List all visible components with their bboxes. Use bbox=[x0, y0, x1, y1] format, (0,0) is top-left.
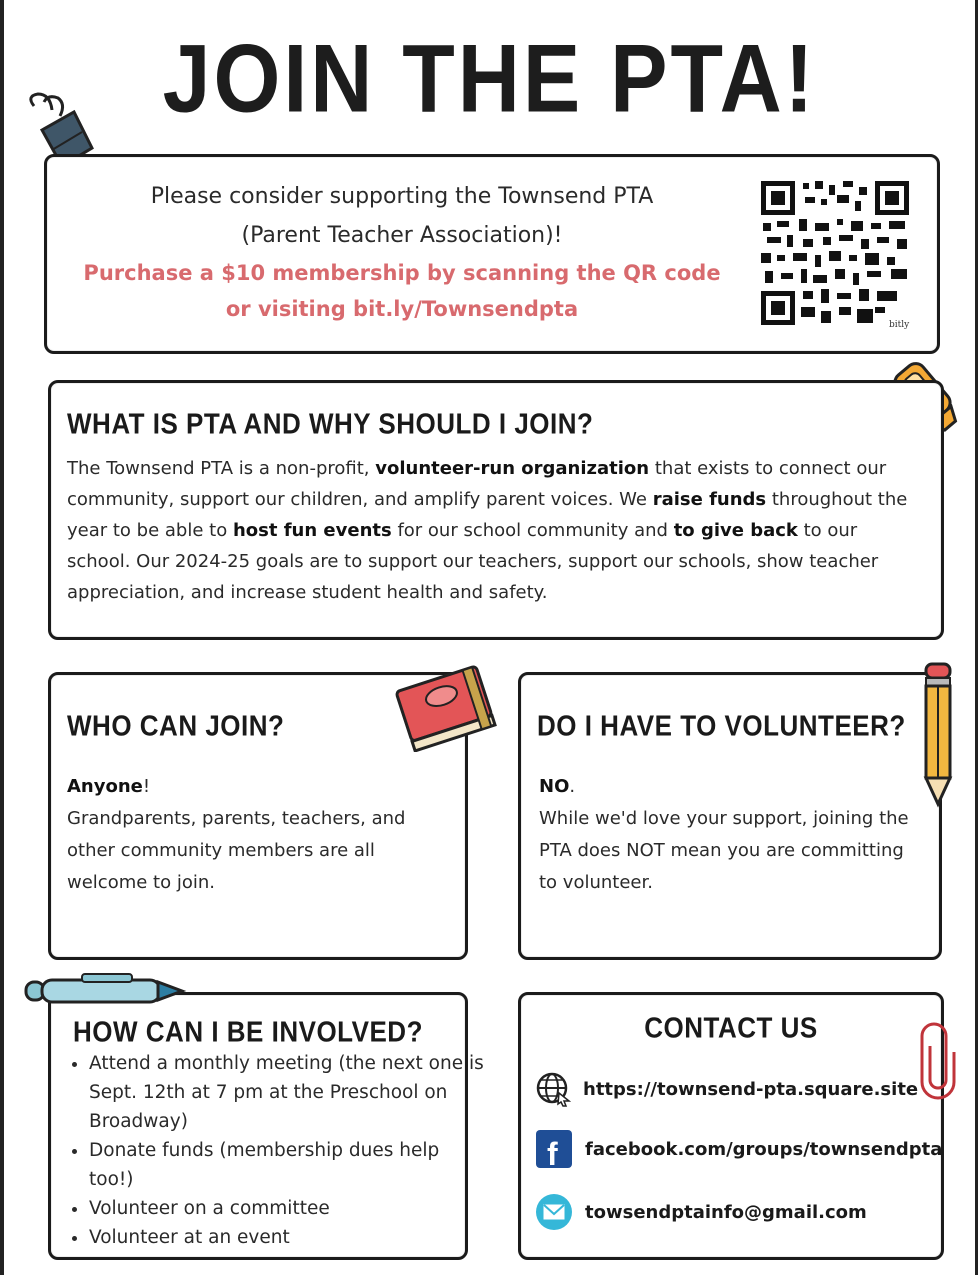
page-title: JOIN THE PTA! bbox=[162, 25, 817, 133]
what-is-pta-box bbox=[48, 380, 944, 640]
what-bold-raise-funds: raise funds bbox=[652, 489, 767, 510]
contact-email-link[interactable]: towsendptainfo@gmail.com bbox=[585, 1201, 867, 1223]
volunteer-answer: NO bbox=[539, 776, 570, 797]
who-body-text: Grandparents, parents, teachers, and other community members are all welcome to join. bbox=[67, 808, 406, 893]
contact-website-row[interactable] bbox=[535, 1071, 918, 1107]
what-bold-host-events: host fun events bbox=[232, 520, 392, 541]
what-bold-volunteer-run: volunteer-run organization bbox=[375, 458, 650, 479]
facebook-icon bbox=[535, 1129, 573, 1169]
pen-icon bbox=[22, 972, 192, 1012]
contact-facebook-link[interactable]: facebook.com/groups/townsendpta bbox=[585, 1138, 943, 1160]
contact-heading: CONTACT US bbox=[644, 1011, 818, 1044]
list-item: • Volunteer at an event bbox=[89, 1223, 484, 1252]
who-can-join-heading: WHO CAN JOIN? bbox=[67, 709, 285, 742]
what-bold-give-back: to give back bbox=[673, 520, 798, 541]
paperclip-icon bbox=[916, 1016, 956, 1100]
intro-line-1: Please consider supporting the Townsend PTA bbox=[150, 184, 654, 209]
what-text-5: to our school. Our 2024-25 goals are to support our teachers, support our schools, show teacher appreciation, and increase student health and safety. bbox=[67, 520, 879, 603]
list-item: • Volunteer on a committee bbox=[89, 1194, 484, 1223]
what-text-3: throughout the year to be able to bbox=[67, 489, 908, 541]
contact-facebook-row[interactable] bbox=[535, 1129, 942, 1169]
intro-box bbox=[44, 154, 940, 354]
get-involved-list bbox=[51, 1049, 484, 1252]
get-involved-box bbox=[48, 992, 484, 1260]
who-can-join-body bbox=[67, 771, 427, 899]
volunteer-heading: DO I HAVE TO VOLUNTEER? bbox=[537, 709, 906, 742]
email-icon bbox=[535, 1193, 573, 1231]
volunteer-body-text: While we'd love your support, joining the PTA does NOT mean you are committing to volunteer. bbox=[539, 808, 909, 893]
membership-callout-2: or visiting bit.ly/Townsendpta bbox=[225, 297, 579, 321]
contact-website-link[interactable]: https://townsend-pta.square.site bbox=[583, 1078, 919, 1100]
what-is-pta-body bbox=[67, 453, 917, 608]
contact-box bbox=[518, 992, 944, 1260]
what-is-pta-heading: WHAT IS PTA AND WHY SHOULD I JOIN? bbox=[67, 407, 594, 440]
what-text-1: The Townsend PTA is a non-profit, bbox=[67, 458, 376, 479]
pencil-icon bbox=[914, 660, 962, 810]
list-item: • Donate funds (membership dues help too!) bbox=[89, 1136, 484, 1194]
volunteer-box bbox=[518, 672, 942, 960]
what-text-2: that exists to connect our community, support our children, and amplify parent voices. We bbox=[67, 458, 887, 510]
membership-callout-1: Purchase a $10 membership by scanning the QR code bbox=[83, 261, 721, 285]
globe-icon bbox=[535, 1071, 571, 1107]
what-text-4: for our school community and bbox=[391, 520, 674, 541]
qr-code-icon[interactable] bbox=[759, 179, 913, 329]
volunteer-body bbox=[539, 771, 914, 899]
who-answer: Anyone bbox=[67, 776, 143, 797]
qr-bitly-label: bitly bbox=[889, 320, 910, 329]
svg-text:f: f bbox=[547, 1136, 558, 1169]
book-icon bbox=[388, 656, 498, 752]
list-item: • Attend a monthly meeting (the next one is Sept. 12th at 7 pm at the Preschool on Broadway) bbox=[89, 1049, 484, 1136]
contact-email-row[interactable] bbox=[535, 1193, 867, 1231]
get-involved-heading: HOW CAN I BE INVOLVED? bbox=[73, 1015, 423, 1048]
who-answer-punct: ! bbox=[142, 776, 151, 797]
volunteer-answer-punct: . bbox=[569, 776, 576, 797]
intro-line-2: (Parent Teacher Association)! bbox=[241, 223, 563, 248]
